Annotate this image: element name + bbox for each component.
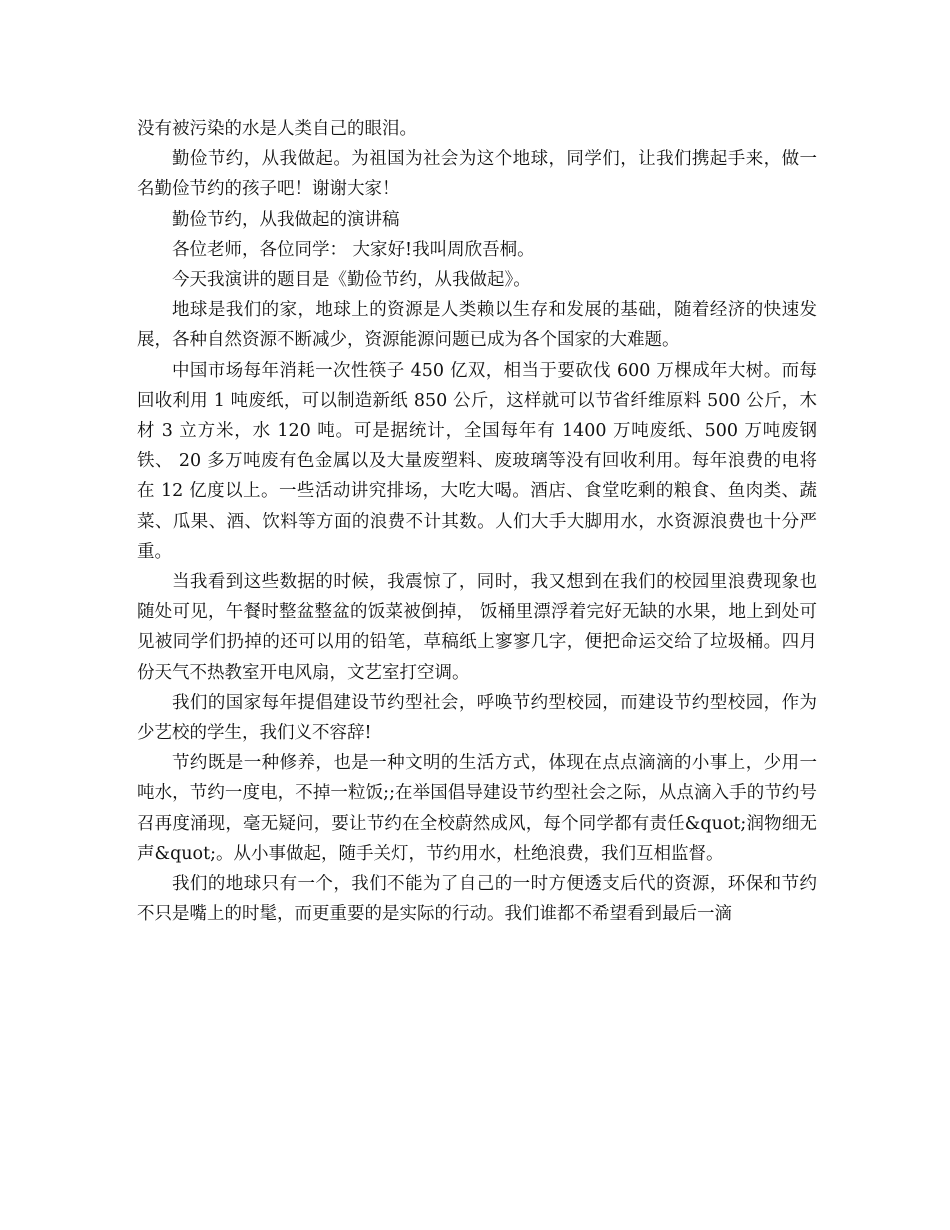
paragraph-earth: 地球是我们的家，地球上的资源是人类赖以生存和发展的基础，随着经济的快速发展，各种自然资源不断减少，资源能源问题已成为各个国家的大难题。 (137, 300, 817, 351)
greeting: 各位老师，各位同学： 大家好!我叫周欣吾桐。 (172, 239, 535, 260)
paragraph-thrift: 节约既是一种修养，也是一种文明的生活方式，体现在点点滴滴的小事上，少用一吨水，节约一度电，不掉一粒饭;;在举国倡导建设节约型社会之际，从点滴入手的节约号召再度涌现，毫无疑问，要让节约在全校蔚然成风，每个同学都有责任&quot;润物细无声&quot;。从小事做起，随手关灯，节约用水，杜绝浪费，我们互相监督。 (137, 753, 817, 864)
document-body (137, 114, 817, 929)
paragraph-statistics: 中国市场每年消耗一次性筷子 450 亿双，相当于要砍伐 600 万棵成年大树。而每回收利用 1 吨废纸，可以制造新纸 850 公斤，这样就可以节省纤维原料 500 公斤，木材 3 立方米，水 120 吨。可是据统计，全国每年有 1400 万吨废纸、500 万吨废钢铁、 20 多万吨废有色金属以及大量废塑料、废玻璃等没有回收利用。每年浪费的电将在 12 亿度以上。一些活动讲究排场，大吃大喝。酒店、食堂吃剩的粮食、鱼肉类、蔬菜、瓜果、酒、饮料等方面的浪费不计其数。人们大手大脚用水，水资源浪费也十分严重。 (137, 360, 817, 562)
paragraph-1: 没有被污染的水是人类自己的眼泪。 (137, 119, 417, 139)
speech-title: 勤俭节约，从我做起的演讲稿 (172, 209, 400, 230)
paragraph-topic: 今天我演讲的题目是《勤俭节约，从我做起》。 (172, 270, 531, 291)
paragraph-2: 勤俭节约，从我做起。为祖国为社会为这个地球，同学们，让我们携起手来，做一名勤俭节约的孩子吧！谢谢大家！ (137, 149, 817, 200)
paragraph-campus-waste: 当我看到这些数据的时候，我震惊了，同时，我又想到在我们的校园里浪费现象也随处可见，午餐时整盆整盆的饭菜被倒掉， 饭桶里漂浮着完好无缺的水果，地上到处可见被同学们扔掉的还可以用的铅笔，草稿纸上寥寥几字，便把命运交给了垃圾桶。四月份天气不热教室开电风扇，文艺室打空调。 (137, 572, 817, 683)
paragraph-one-earth: 我们的地球只有一个，我们不能为了自己的一时方便透支后代的资源，环保和节约不只是嘴上的时髦，而更重要的是实际的行动。我们谁都不希望看到最后一滴 (137, 874, 817, 925)
paragraph-national-call: 我们的国家每年提倡建设节约型社会，呼唤节约型校园，而建设节约型校园，作为少艺校的学生，我们义不容辞! (137, 692, 817, 744)
